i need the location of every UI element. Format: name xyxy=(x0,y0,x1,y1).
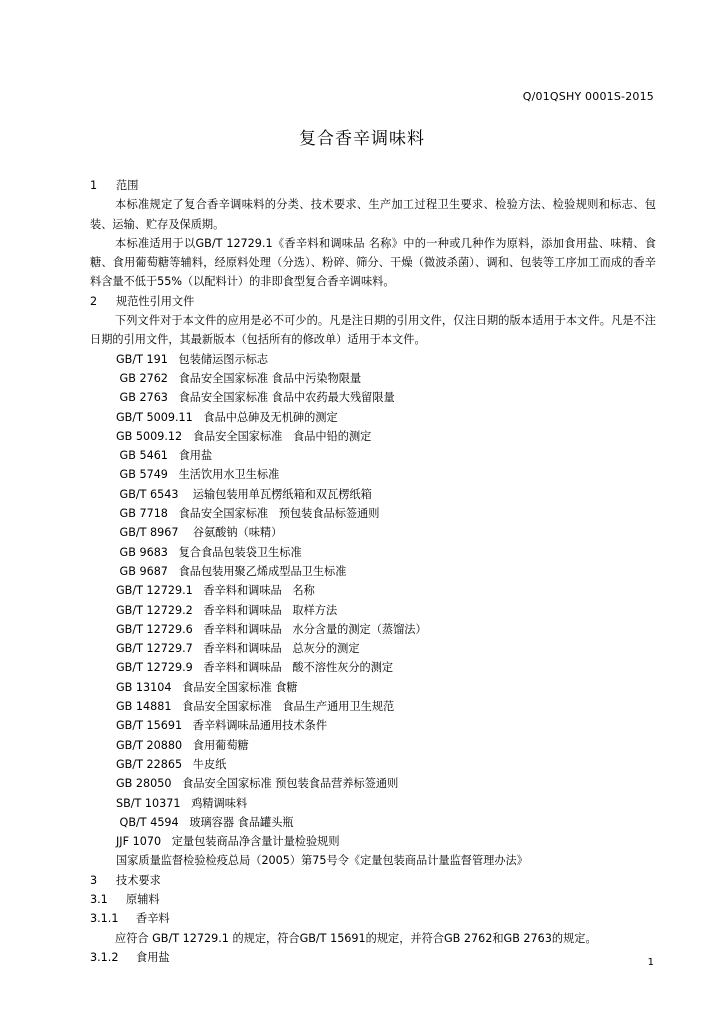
reference-item: JJF 1070 定量包装商品净含量计量检验规则 xyxy=(116,835,340,849)
reference-item: GB 13104 食品安全国家标准 食糖 xyxy=(116,680,298,694)
reference-item: GB 2762 食品安全国家标准 食品中污染物限量 xyxy=(116,371,362,385)
reference-item: GB/T 6543 运输包装用单瓦楞纸箱和双瓦楞纸箱 xyxy=(116,487,372,501)
section-title: 香辛料 xyxy=(136,912,170,926)
section-number: 1 xyxy=(90,179,98,192)
section-3-heading xyxy=(90,871,656,890)
section-title: 范围 xyxy=(116,179,139,192)
reference-item: SB/T 10371 鸡精调味料 xyxy=(116,796,248,810)
standard-code: Q/01QSHY 0001S-2015 xyxy=(522,90,654,103)
reference-item: GB/T 12729.2 香辛料和调味品 取样方法 xyxy=(116,603,338,617)
paragraph-spices: 应符合 GB/T 12729.1 的规定，符合GB/T 15691的规定，并符合GB 2762和GB 2763的规定。 xyxy=(115,931,597,945)
section-title: 食用盐 xyxy=(136,950,170,964)
section-2-heading xyxy=(90,292,656,311)
paragraph-scope-2: 本标准适用于以GB/T 12729.1《香辛料和调味品 名称》中的一种或几种作为原料，添加食用盐、味精、食糖、食用葡萄糖等辅料，经原料处理（分选）、粉碎、筛分、干燥（微波杀菌）、调和、包装等工序加工而成的香辛料含量不低于55%（以配料计）的非即食型复合香辛调味料。 xyxy=(90,236,656,289)
reference-item: GB/T 22865 牛皮纸 xyxy=(116,757,227,771)
reference-item: GB/T 8967 谷氨酸钠（味精） xyxy=(116,526,283,540)
reference-item: GB 9687 食品包装用聚乙烯成型品卫生标准 xyxy=(116,564,347,578)
paragraph-scope-1: 本标准规定了复合香辛调味料的分类、技术要求、生产加工过程卫生要求、检验方法、检验规则和标志、包装、运输、贮存及保质期。 xyxy=(90,198,656,231)
reference-item: 国家质量监督检验检疫总局（2005）第75号令《定量包装商品计量监督管理办法》 xyxy=(116,854,528,868)
section-number: 3 xyxy=(90,873,98,887)
section-number: 3.1.1 xyxy=(90,912,119,926)
section-title: 原辅料 xyxy=(126,892,160,906)
reference-item: GB/T 12729.9 香辛料和调味品 酸不溶性灰分的测定 xyxy=(116,661,394,675)
reference-item: GB/T 5009.11 食品中总砷及无机砷的测定 xyxy=(116,410,338,424)
section-3-1-2-heading xyxy=(90,948,656,967)
reference-item: GB 5749 生活饮用水卫生标准 xyxy=(116,468,280,482)
reference-item: GB 5461 食用盐 xyxy=(116,449,213,463)
reference-item: GB/T 191 包装储运图示标志 xyxy=(116,352,269,366)
reference-item: GB 14881 食品安全国家标准 食品生产通用卫生规范 xyxy=(116,700,395,714)
reference-list xyxy=(90,350,656,871)
reference-item: GB/T 12729.6 香辛料和调味品 水分含量的测定（蒸馏法） xyxy=(116,622,427,636)
reference-item: GB/T 20880 食用葡萄糖 xyxy=(116,738,249,752)
reference-item: GB 5009.12 食品安全国家标准 食品中铅的测定 xyxy=(116,429,372,443)
page-number: 1 xyxy=(647,957,654,968)
document-title: 复合香辛调味料 xyxy=(299,129,425,149)
section-3-1-heading xyxy=(90,890,656,909)
document-body xyxy=(90,176,656,967)
reference-item: GB/T 12729.7 香辛料和调味品 总灰分的测定 xyxy=(116,642,360,656)
section-title: 规范性引用文件 xyxy=(116,294,195,308)
section-title: 技术要求 xyxy=(116,873,161,887)
reference-item: QB/T 4594 玻璃容器 食品罐头瓶 xyxy=(116,815,294,829)
reference-item: GB/T 15691 香辛料调味品通用技术条件 xyxy=(116,719,328,733)
reference-item: GB 9683 复合食品包装袋卫生标准 xyxy=(116,545,302,559)
section-number: 3.1 xyxy=(90,892,108,906)
reference-item: GB 28050 食品安全国家标准 预包装食品营养标签通则 xyxy=(116,777,399,791)
paragraph-references: 下列文件对于本文件的应用是必不可少的。凡是注日期的引用文件，仅注日期的版本适用于本文件。凡是不注日期的引用文件，其最新版本（包括所有的修改单）适用于本文件。 xyxy=(90,314,656,347)
reference-item: GB/T 12729.1 香辛料和调味品 名称 xyxy=(116,584,315,598)
section-1-heading xyxy=(90,176,656,195)
section-3-1-1-heading xyxy=(90,909,656,928)
reference-item: GB 2763 食品安全国家标准 食品中农药最大残留限量 xyxy=(116,391,395,405)
reference-item: GB 7718 食品安全国家标准 预包装食品标签通则 xyxy=(116,507,380,521)
section-number: 2 xyxy=(90,294,98,308)
section-number: 3.1.2 xyxy=(90,950,119,964)
